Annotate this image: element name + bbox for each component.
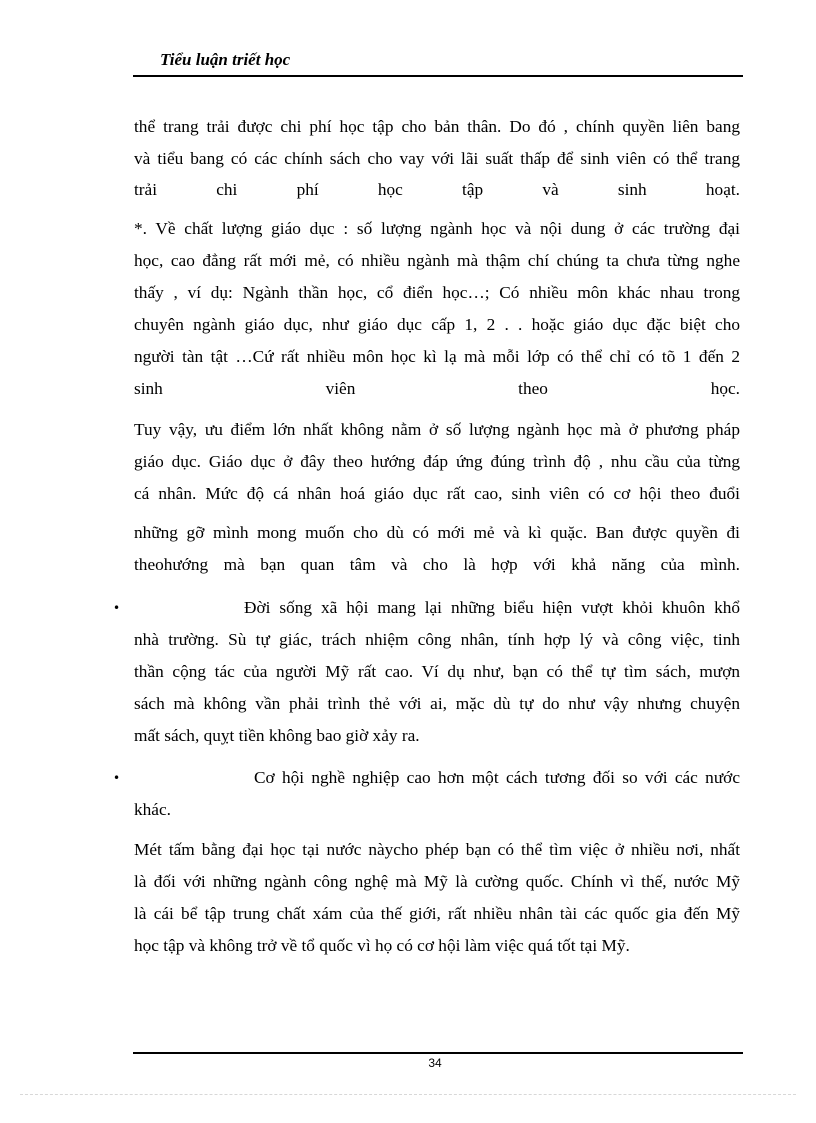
bullet-line: Cơ hội nghề nghiệp cao hơn một cách tương đối so với các nước xyxy=(254,768,740,787)
body-line: cá nhân. Mức độ cá nhân hoá giáo dục rất cao, sinh viên có cơ hội theo đuổi xyxy=(134,484,740,503)
body-line: giáo dục. Giáo dục ở đây theo hướng đáp ứng đúng trình độ , nhu cầu của từng xyxy=(134,452,740,471)
footer-rule xyxy=(133,1052,743,1054)
body-line: chuyên ngành giáo dục, như giáo dục cấp 1, 2 . . hoặc giáo dục đặc biệt cho xyxy=(134,315,740,334)
bullet-line: nhà trường. Sù tự giác, trách nhiệm công nhân, tính hợp lý và công việc, tinh xyxy=(134,630,740,649)
bullet-line: Đời sống xã hội mang lại những biểu hiện vượt khỏi khuôn khổ xyxy=(244,598,740,617)
header-rule xyxy=(133,75,743,77)
body-line: Tuy vậy, ưu điểm lớn nhất không nằm ở số lượng ngành học mà ở phương pháp xyxy=(134,420,740,439)
body-line: sinh viên theo học. xyxy=(134,379,740,398)
bullet-line: khác. xyxy=(134,800,171,819)
bullet-line: thần cộng tác của người Mỹ rất cao. Ví dụ như, bạn có thể tự tìm sách, mượn xyxy=(134,662,740,681)
body-line: là cái bể tập trung chất xám của thế giới, rất nhiều nhân tài các quốc gia đến Mỹ xyxy=(134,904,740,923)
body-line: Mét tấm bằng đại học tại nước nàycho phép bạn có thể tìm việc ở nhiều nơi, nhất xyxy=(134,840,740,859)
bullet-line: mất sách, quỵt tiền không bao giờ xảy ra. xyxy=(134,726,420,745)
bullet-marker: • xyxy=(113,771,121,785)
body-line: và tiểu bang có các chính sách cho vay với lãi suất thấp để sinh viên có thể trang xyxy=(134,149,740,168)
bullet-marker: • xyxy=(113,601,121,615)
body-line: học tập và không trở về tổ quốc vì họ có cơ hội làm việc quá tốt tại Mỹ. xyxy=(134,936,630,955)
body-line: theohướng mà bạn quan tâm và cho là hợp với khả năng của mình. xyxy=(134,555,740,574)
body-line: trải chi phí học tập và sinh hoạt. xyxy=(134,180,740,199)
body-line: là đối với những ngành công nghệ mà Mỹ là cường quốc. Chính vì thế, nước Mỹ xyxy=(134,872,740,891)
page-number: 34 xyxy=(428,1056,442,1070)
body-line: những gỡ mình mong muốn cho dù có mới mẻ và kì quặc. Ban được quyền đi xyxy=(134,523,740,542)
page-edge-divider xyxy=(20,1094,796,1095)
body-line: thể trang trải được chi phí học tập cho bản thân. Do đó , chính quyền liên bang xyxy=(134,117,740,136)
bullet-line: sách mà không vần phải trình thẻ với ai, mặc dù tự do như vậy nhưng chuyện xyxy=(134,694,740,713)
document-header-title: Tiểu luận triết học xyxy=(160,50,291,69)
body-line: học, cao đẳng rất mới mẻ, có nhiều ngành mà thậm chí chúng ta chưa từng nghe xyxy=(134,251,740,270)
body-line: *. Về chất lượng giáo dục : số lượng ngành học và nội dung ở các trường đại xyxy=(134,219,740,238)
body-line: thấy , ví dụ: Ngành thần học, cổ điển học…; Có nhiều môn khác nhau trong xyxy=(134,283,740,302)
body-line: người tàn tật …Cứ rất nhiều môn học kì lạ mà mỗi lớp có thể chỉ có tõ 1 đến 2 xyxy=(134,347,740,366)
